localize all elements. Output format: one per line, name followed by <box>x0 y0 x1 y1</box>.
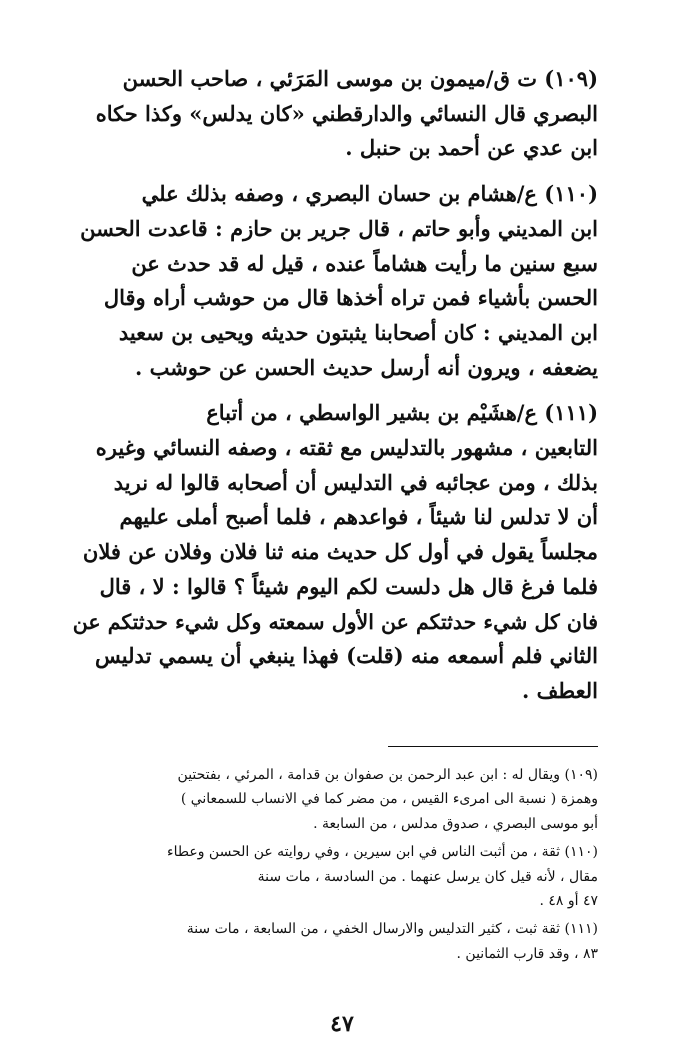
text-line: فان كل شيء حدثتكم عن الأول سمعته وكل شيء حدثتكم عن <box>72 609 598 634</box>
text-line: يضعفه ، ويرون أنه أرسل حديث الحسن عن حوشب . <box>134 354 598 380</box>
text-line: العطف . <box>522 677 598 703</box>
footnote-line: (١١٠) ثقة ، من أثبت الناس في ابن سيرين ، وفي روايته عن الحسن وعطاء <box>167 844 598 861</box>
entry-109 <box>68 62 598 166</box>
text-line: أن لا تدلس لنا شيئاً ، فواعدهم ، فلما أصبح أملى عليهم <box>119 504 598 530</box>
entry-110 <box>68 177 598 385</box>
footnote-line: مقال ، لأنه قيل كان يرسل عنهما . من السادسة ، مات سنة <box>257 868 598 885</box>
text-line: (١١١) ع/هشَيْم بن بشير الواسطي ، من أتباع <box>206 400 598 426</box>
footnote-110 <box>68 840 598 913</box>
text-line: مجلساً يقول في أول كل حديث منه ثنا فلان وفلان عن فلان <box>82 539 598 565</box>
footnotes <box>68 763 598 970</box>
page-number: ٤٧ <box>330 1011 354 1037</box>
footnote-111 <box>68 917 598 966</box>
text-line: (١١٠) ع/هشام بن حسان البصري ، وصفه بذلك علي <box>141 181 598 207</box>
text-line: فلما فرغ قال هل دلست لكم اليوم شيئاً ؟ قالوا : لا ، قال <box>99 573 598 599</box>
footnote-divider <box>388 746 598 747</box>
footnote-line: (١٠٩) ويقال له : ابن عبد الرحمن بن صفوان بن قدامة ، المرئي ، بفتحتين <box>177 767 598 783</box>
footnote-line: (١١١) ثقة ثبت ، كثير التدليس والارسال الخفي ، من السابعة ، مات سنة <box>186 921 598 938</box>
text-line: ابن المديني : كان أصحابنا يثبتون حديثه ويحيى بن سعيد <box>118 319 598 345</box>
footnote-line: ٨٣ ، وقد قارب الثمانين . <box>456 945 598 962</box>
text-line: بذلك ، ومن عجائبه في التدليس أن أصحابه قالوا له نريد <box>113 469 598 495</box>
text-line: التابعين ، مشهور بالتدليس مع ثقته ، وصفه النسائي وغيره <box>95 435 598 461</box>
entry-111 <box>68 396 598 708</box>
text-line: (١٠٩) ت ق/ميمون بن موسى المَرَئي ، صاحب الحسن <box>122 66 598 91</box>
footnote-line: ٤٧ أو ٤٨ . <box>539 893 598 910</box>
footnote-line: أبو موسى البصري ، صدوق مدلس ، من السابعة . <box>313 815 598 832</box>
text-line: البصري قال النسائي والدارقطني «كان يدلس» وكذا حكاه <box>95 100 598 126</box>
text-line: ابن المديني وأبو حاتم ، قال جرير بن حازم : قاعدت الحسن <box>80 215 598 241</box>
text-line: الثاني فلم أسمعه منه (قلت) فهذا ينبغي أن يسمي تدليس <box>95 643 598 669</box>
footnote-109 <box>68 763 598 836</box>
text-line: سبع سنين ما رأيت هشاماً عنده ، قيل له قد حدث عن <box>131 250 598 276</box>
footnote-line: وهمزة ( نسبة الى امرىء القيس ، من مضر كما في الانساب للسمعاني ) <box>180 791 598 808</box>
text-line: الحسن بأشياء فمن تراه أخذها قال من حوشب أراه وقال <box>103 285 598 311</box>
main-text <box>68 62 598 720</box>
text-line: ابن عدي عن أحمد بن حنبل . <box>345 135 598 161</box>
